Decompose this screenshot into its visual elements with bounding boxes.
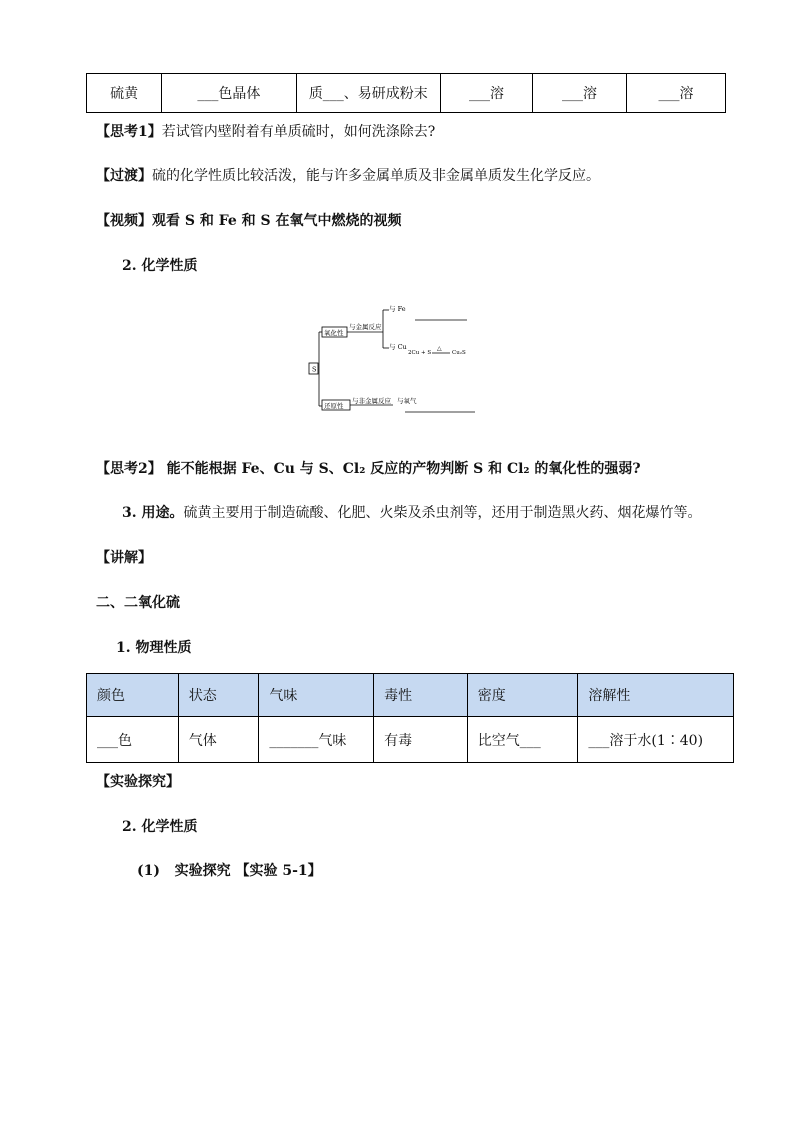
table-cell: ___溶 [627, 74, 726, 113]
table-header-cell: 密度 [467, 674, 578, 717]
table-row [87, 717, 734, 763]
transition-text: 硫的化学性质比较活泼，能与许多金属单质及非金属单质发生化学反应。 [152, 168, 600, 184]
table-cell: 比空气___ [467, 717, 578, 763]
table-header-cell: 状态 [178, 674, 259, 717]
diagram-cu-eq-cond: △ [437, 345, 442, 352]
diagram-with-o2: 与氧气 [397, 397, 417, 405]
usage-label: 3. 用途。 [122, 505, 184, 521]
sulfur-reaction-diagram [305, 296, 495, 418]
sub-text: 实验探究 [174, 863, 231, 879]
lecture-tag: 【讲解】 [96, 550, 152, 566]
table-cell: 硫黄 [87, 74, 162, 113]
diagram-oxidizing: 氧化性 [324, 329, 344, 337]
video-text: 观看 S 和 Fe 和 S 在氧气中燃烧的视频 [152, 213, 402, 229]
usage-line [122, 502, 702, 522]
think2-line [96, 458, 641, 478]
diagram-with-nonmetal: 与非金属反应 [352, 397, 391, 405]
sub-tag: 【实验 5-1】 [235, 863, 322, 879]
table-cell: ___溶于水(1∶40) [578, 717, 734, 763]
think1-tag: 【思考1】 [96, 124, 162, 140]
table-cell: ___色晶体 [162, 74, 296, 113]
table-header-cell: 毒性 [374, 674, 468, 717]
table-cell: 有毒 [374, 717, 468, 763]
table-cell: 质___、易研成粉末 [296, 74, 440, 113]
transition-line [96, 165, 600, 185]
experiment-tag: 【实验探究】 [96, 774, 180, 790]
table-header-cell: 气味 [259, 674, 374, 717]
diagram-with-metal: 与金属反应 [349, 323, 382, 331]
table-cell: ___溶 [441, 74, 533, 113]
phys-heading: 1. 物理性质 [116, 640, 192, 656]
video-tag: 【视频】 [96, 213, 152, 229]
diagram-root: S [312, 365, 317, 374]
so2-properties-table [86, 673, 734, 763]
diagram-with-fe: 与 Fe [389, 305, 406, 313]
think2-text: 能不能根据 Fe、Cu 与 S、Cl₂ 反应的产物判断 S 和 Cl₂ 的氧化性的强弱? [166, 461, 641, 477]
transition-tag: 【过渡】 [96, 168, 152, 184]
usage-text: 硫黄主要用于制造硫酸、化肥、火柴及杀虫剂等，还用于制造黑火药、烟花爆竹等。 [183, 505, 702, 521]
think1-text: 若试管内壁附着有单质硫时，如何洗涤除去? [161, 124, 436, 140]
chem-heading-2: 2. 化学性质 [122, 819, 198, 835]
table-header-cell: 溶解性 [578, 674, 734, 717]
sub-num: (1) [137, 863, 160, 879]
think1-line [96, 121, 435, 141]
table-cell: 气体 [178, 717, 259, 763]
section-heading: 二、二氧化硫 [96, 595, 180, 611]
diagram-with-cu: 与 Cu [389, 343, 407, 351]
video-line [96, 210, 402, 230]
diagram-cu-eq-right: Cu₂S [452, 350, 466, 356]
think2-tag: 【思考2】 [96, 461, 162, 477]
table-cell: _______气味 [259, 717, 374, 763]
sulfur-properties-table [86, 73, 726, 113]
table-header-row [87, 674, 734, 717]
table-header-cell: 颜色 [87, 674, 179, 717]
diagram-reducing: 还原性 [324, 402, 344, 410]
table-cell: ___溶 [533, 74, 627, 113]
diagram-cu-eq-left: 2Cu + S [408, 350, 432, 356]
chem-heading: 2. 化学性质 [122, 258, 198, 274]
sub-heading [137, 860, 322, 880]
table-cell: ___色 [87, 717, 179, 763]
table-row [87, 74, 726, 113]
